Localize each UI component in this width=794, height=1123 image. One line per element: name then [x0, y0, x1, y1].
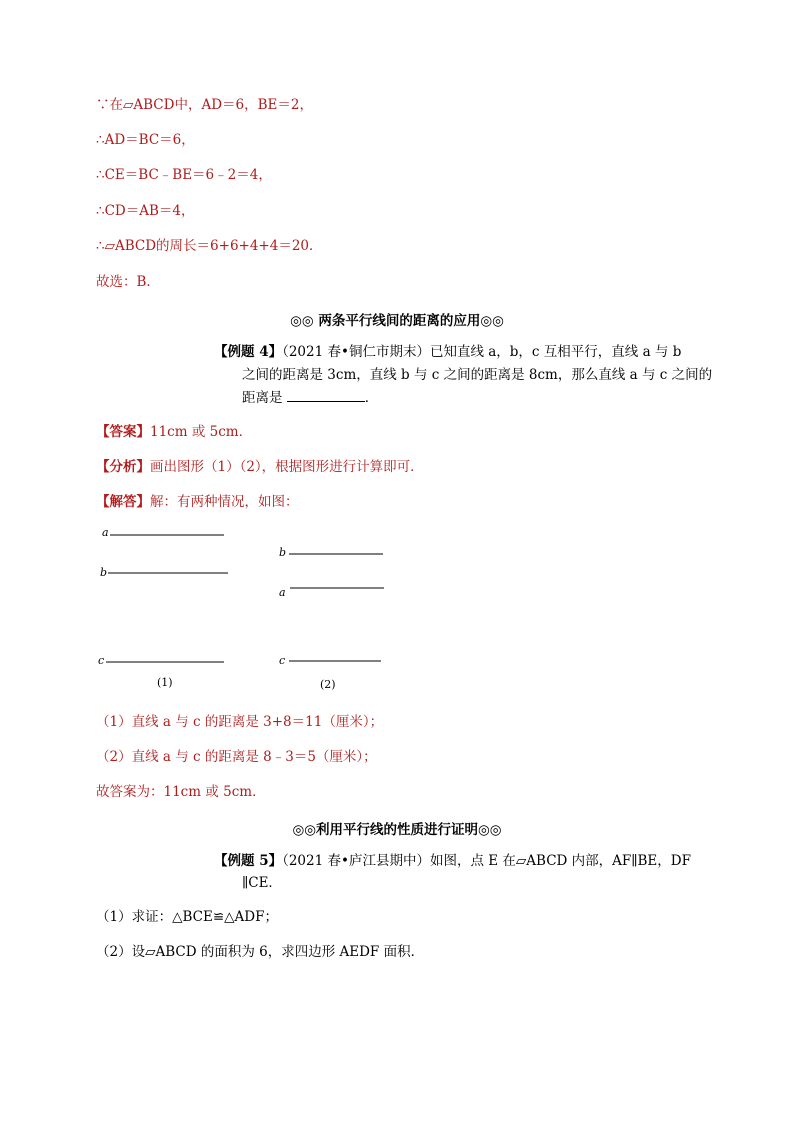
analysis-text: 画出图形（1）（2），根据图形进行计算即可． [150, 459, 424, 475]
case-1-line: （1）直线 a 与 c 的距离是 3+8＝11（厘米）； [96, 714, 384, 730]
solution-tag: 【解答】 [96, 494, 150, 510]
solution-line-3: ∴CE＝BC﹣BE＝6﹣2＝4， [96, 167, 272, 183]
solution-line-4: ∴CD＝AB＝4， [96, 203, 195, 219]
example4-text-3b: ． [364, 390, 379, 406]
figure-1 [98, 526, 228, 689]
example5-text-1: （2021 春•庐江县期中）如图，点 E 在▱ABCD 内部，AF∥BE，DF [282, 853, 691, 869]
example5-line-1 [214, 852, 691, 870]
solution-header-line [96, 493, 299, 511]
answer-blank [287, 389, 365, 402]
example4-text-1: （2021 春•铜仁市期末）已知直线 a，b，c 互相平行，直线 a 与 b [282, 344, 682, 360]
example5-line-2: ∥CE． [242, 875, 282, 891]
example4-line-3 [242, 389, 378, 407]
example4-line-2: 之间的距离是 3cm，直线 b 与 c 之间的距离是 8cm，那么直线 a 与 c 之间的 [242, 367, 713, 383]
section-title-2: ◎◎利用平行线的性质进行证明◎◎ [292, 822, 502, 838]
fig2-caption: (2) [320, 678, 336, 691]
fig1-label-c: c [98, 654, 105, 667]
question-1: （1）求证：△BCE≌△ADF； [96, 909, 278, 925]
parallel-lines-figure [0, 515, 794, 700]
section-title-1: ◎◎ 两条平行线间的距离的应用◎◎ [290, 313, 504, 329]
example4-tag: 【例题 4】 [214, 344, 283, 360]
solution-text: 解：有两种情况，如图： [150, 494, 299, 510]
figure-2 [279, 546, 384, 691]
answer-tag: 【答案】 [96, 424, 150, 440]
fig2-label-b: b [279, 546, 287, 559]
solution-line-2: ∴AD＝BC＝6， [96, 132, 195, 148]
fig2-label-c: c [279, 654, 286, 667]
case-2-line: （2）直线 a 与 c 的距离是 8﹣3＝5（厘米）； [96, 749, 377, 765]
example5-tag: 【例题 5】 [214, 853, 283, 869]
solution-line-1: ∵在▱ABCD中，AD＝6，BE＝2， [96, 97, 313, 113]
question-2: （2）设▱ABCD 的面积为 6，求四边形 AEDF 面积． [96, 944, 425, 960]
analysis-line [96, 458, 424, 476]
fig1-label-b: b [100, 566, 108, 579]
answer-text: 11cm 或 5cm． [150, 424, 253, 440]
example4-line-1 [214, 343, 681, 361]
example4-text-3a: 距离是 [242, 390, 283, 406]
final-answer-line: 故答案为：11cm 或 5cm． [96, 784, 266, 800]
solution-line-6: 故选：B． [96, 274, 160, 290]
analysis-tag: 【分析】 [96, 459, 150, 475]
fig1-label-a: a [102, 526, 109, 539]
fig1-caption: (1) [157, 676, 173, 689]
fig2-label-a: a [279, 586, 286, 599]
answer-line [96, 423, 252, 441]
solution-line-5: ∴▱ABCD的周长＝6+6+4+4＝20． [96, 238, 323, 254]
